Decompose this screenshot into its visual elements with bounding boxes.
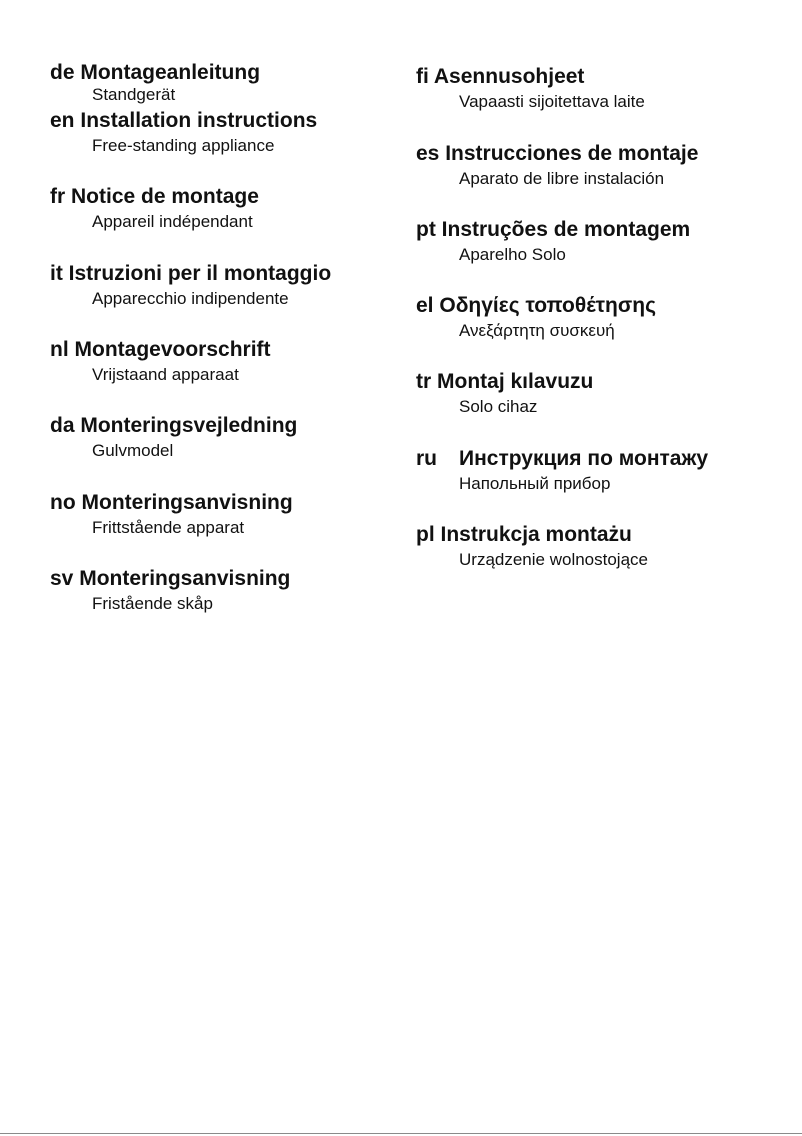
section-heading	[416, 142, 698, 166]
section-heading	[50, 185, 259, 209]
section-title: Istruzioni per il montaggio	[68, 262, 332, 285]
language-code: el	[416, 294, 434, 317]
language-entry-fi	[416, 65, 645, 112]
section-title: Monteringsvejledning	[80, 414, 298, 437]
section-title: Montagevoorschrift	[74, 338, 271, 361]
section-title: Instrukcja montażu	[440, 523, 632, 546]
language-entry-it	[50, 262, 331, 309]
section-title: Montageanleitung	[80, 61, 261, 84]
page-bottom-divider	[0, 1133, 802, 1134]
language-entry-en	[50, 109, 317, 156]
language-code: de	[50, 61, 75, 84]
language-code: nl	[50, 338, 69, 361]
language-entry-fr	[50, 185, 259, 232]
section-title: Monteringsanvisning	[79, 567, 291, 590]
section-subtitle: Vapaasti sijoitettava laite	[459, 92, 645, 111]
section-subtitle: Free-standing appliance	[92, 136, 275, 155]
section-heading	[50, 414, 297, 438]
section-subtitle: Apparecchio indipendente	[92, 289, 289, 308]
section-subtitle: Frittstående apparat	[92, 518, 245, 537]
section-heading	[50, 491, 293, 515]
language-code: en	[50, 109, 75, 132]
section-heading	[416, 370, 593, 394]
section-subtitle: Appareil indépendant	[92, 212, 253, 231]
section-title: Οδηγίες τοποθέτησης	[439, 294, 656, 317]
language-entry-sv	[50, 567, 290, 614]
section-title: Инструкция по монтажу	[459, 447, 709, 470]
section-heading	[416, 447, 708, 471]
section-title: Instrucciones de montaje	[445, 142, 699, 165]
section-subtitle: Aparato de libre instalación	[459, 169, 665, 188]
section-title: Instruções de montagem	[441, 218, 691, 241]
language-entry-pl	[416, 523, 648, 570]
language-code: es	[416, 142, 440, 165]
section-heading	[50, 109, 317, 133]
language-code: pt	[416, 218, 436, 241]
language-code: tr	[416, 370, 432, 393]
language-entry-de	[50, 61, 260, 105]
section-subtitle: Gulvmodel	[92, 441, 174, 460]
section-title: Asennusohjeet	[433, 65, 585, 88]
section-subtitle: Urządzenie wolnostojące	[459, 550, 648, 569]
section-title: Installation instructions	[80, 109, 318, 132]
language-entry-da	[50, 414, 297, 461]
section-heading	[416, 523, 648, 547]
section-heading	[50, 567, 290, 591]
language-code: ru	[416, 447, 437, 470]
language-entry-no	[50, 491, 293, 538]
section-subtitle: Solo cihaz	[459, 397, 538, 416]
section-subtitle: Fristående skåp	[92, 594, 213, 613]
language-entry-ru	[416, 447, 708, 494]
section-heading	[416, 218, 690, 242]
language-code: pl	[416, 523, 435, 546]
section-heading	[50, 262, 331, 286]
language-code: sv	[50, 567, 74, 590]
language-entry-tr	[416, 370, 593, 417]
language-code: it	[50, 262, 63, 285]
section-heading	[416, 294, 656, 318]
section-title: Monteringsanvisning	[81, 491, 293, 514]
section-subtitle: Standgerät	[92, 85, 176, 104]
section-subtitle: Напольный прибор	[459, 474, 611, 493]
language-code: fi	[416, 65, 429, 88]
section-title: Montaj kılavuzu	[437, 370, 594, 393]
section-heading	[416, 65, 645, 89]
language-entry-es	[416, 142, 698, 189]
language-code: fr	[50, 185, 66, 208]
language-entry-pt	[416, 218, 690, 265]
language-entry-nl	[50, 338, 271, 385]
section-subtitle: Vrijstaand apparaat	[92, 365, 239, 384]
section-heading	[50, 61, 260, 85]
section-subtitle: Ανεξάρτητη συσκευή	[459, 321, 615, 340]
language-entry-el	[416, 294, 656, 341]
language-code: no	[50, 491, 76, 514]
section-title: Notice de montage	[71, 185, 259, 208]
section-heading	[50, 338, 271, 362]
language-code: da	[50, 414, 75, 437]
section-subtitle: Aparelho Solo	[459, 245, 566, 264]
